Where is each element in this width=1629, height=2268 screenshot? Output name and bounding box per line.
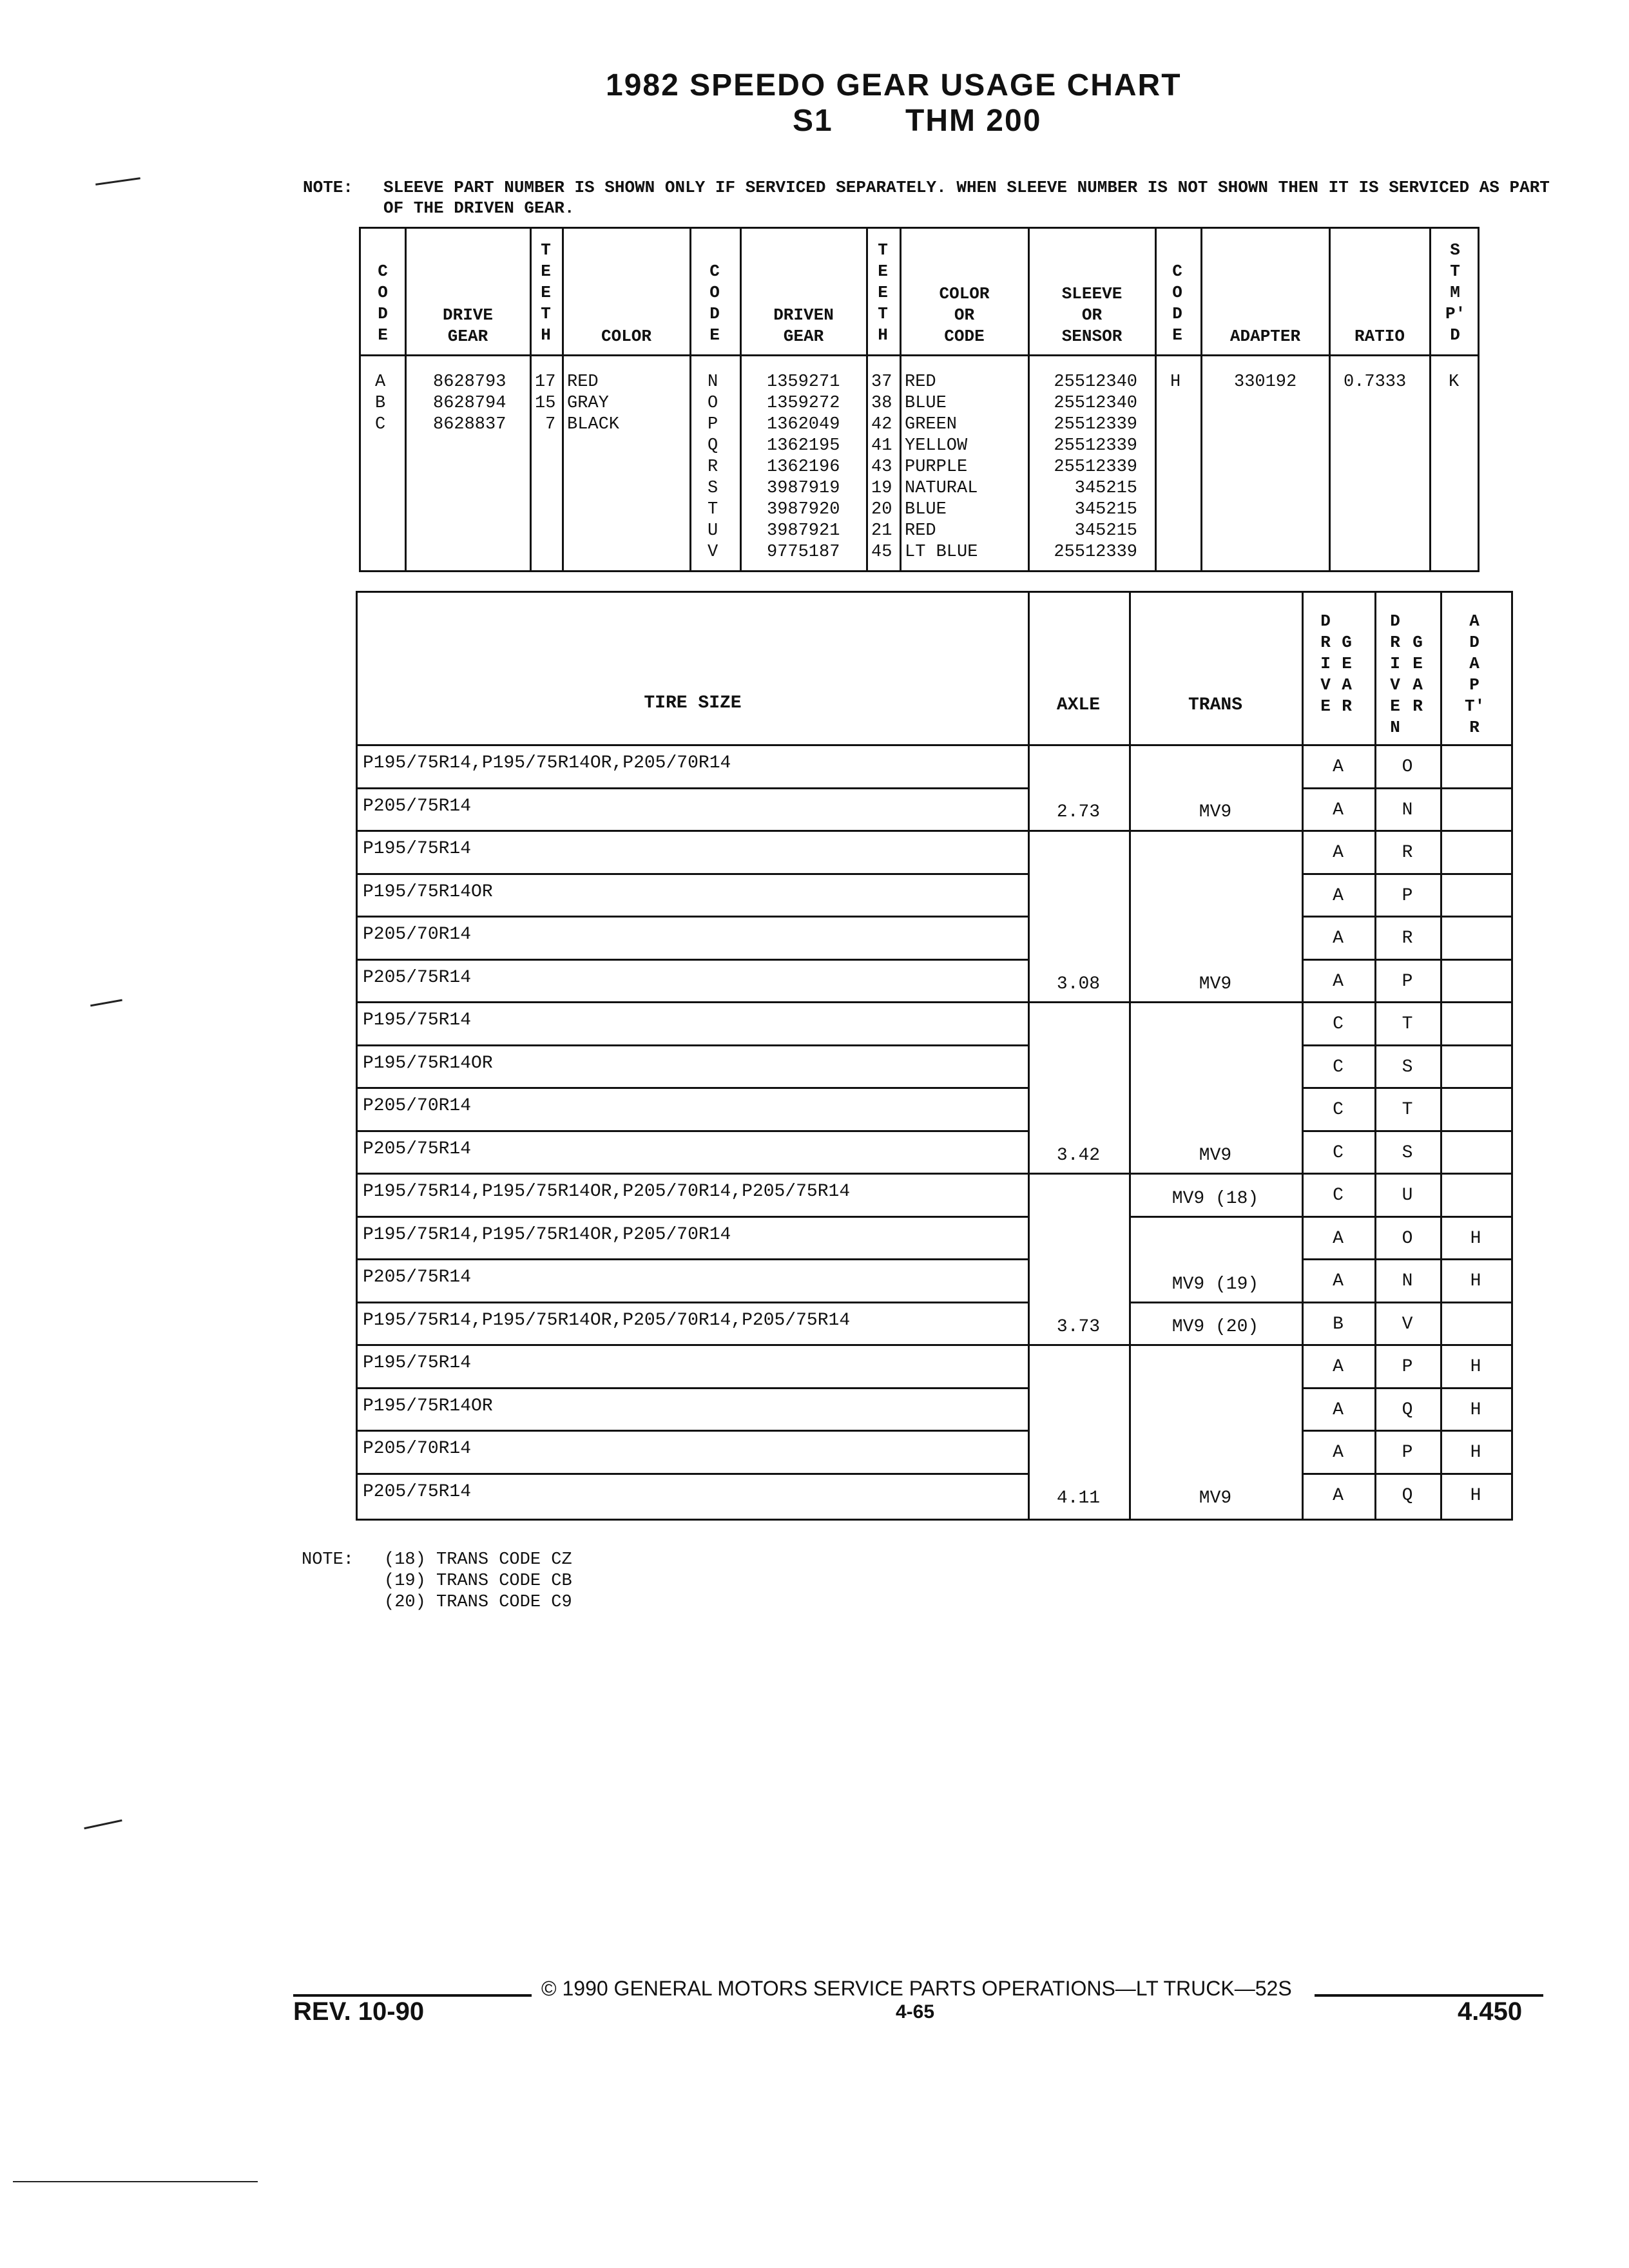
driven-color: BLUE <box>905 500 947 519</box>
drive-gear-code-cell: A <box>1333 757 1344 777</box>
driven-gear-code-cell: Q <box>1402 1399 1413 1420</box>
driven-teeth: 42 <box>871 415 892 434</box>
drive-gear-code-cell: C <box>1333 1142 1344 1163</box>
drive-code-a: A <box>375 372 386 392</box>
drive-gear-code-cell: B <box>1333 1314 1344 1334</box>
driven-code: T <box>708 500 718 519</box>
driven-gear: 3987919 <box>767 479 840 498</box>
driven-code: U <box>708 521 718 541</box>
trans-note-19: (19) TRANS CODE CB <box>384 1571 572 1591</box>
trans-342-18: MV9 (18) <box>1171 1189 1259 1209</box>
driven-gear: 9775187 <box>767 543 840 562</box>
header-drive-gear: DRIVE GEAR <box>442 305 493 346</box>
drive-gear-code-cell: A <box>1333 843 1344 863</box>
tire-size-cell: P205/75R14 <box>363 796 472 816</box>
driven-code: Q <box>708 436 718 456</box>
footer-revision: REV. 10-90 <box>293 1997 425 2026</box>
margin-mark <box>95 177 140 186</box>
drive-gear-code-cell: A <box>1333 1228 1344 1249</box>
driven-gear-code-cell: N <box>1402 1271 1413 1291</box>
driven-gear-code-cell: Q <box>1402 1485 1413 1506</box>
drive-gear-c: 8628837 <box>433 415 506 434</box>
driven-gear-code-cell: U <box>1402 1186 1413 1206</box>
drive-gear-code-cell: C <box>1333 1057 1344 1077</box>
driven-teeth: 21 <box>871 521 892 541</box>
drive-teeth-b: 15 <box>535 394 556 413</box>
tire-size-cell: P205/70R14 <box>363 1439 472 1459</box>
drive-gear-code-cell: A <box>1333 1271 1344 1291</box>
tire-size-cell: P205/75R14 <box>363 967 472 988</box>
tire-size-cell: P195/75R14 <box>363 1353 472 1373</box>
driven-gear: 1362196 <box>767 457 840 477</box>
drive-gear-code-cell: C <box>1333 1186 1344 1206</box>
header-sleeve-or-sensor: SLEEVE OR SENSOR <box>1061 284 1123 346</box>
tire-size-cell: P195/75R14,P195/75R14OR,P205/70R14,P205/75R14 <box>363 1182 851 1202</box>
drive-gear-code-cell: C <box>1333 1100 1344 1120</box>
driven-gear: 1362195 <box>767 436 840 456</box>
drive-gear-code-cell: C <box>1333 1014 1344 1034</box>
driven-gear-code-cell: P <box>1402 971 1413 992</box>
driven-teeth: 38 <box>871 394 892 413</box>
driven-gear-code-cell: N <box>1402 800 1413 820</box>
tire-size-cell: P195/75R14 <box>363 839 472 859</box>
driven-gear-code-cell: P <box>1402 1443 1413 1463</box>
drive-gear-code-cell: A <box>1333 800 1344 820</box>
driven-gear: 1359272 <box>767 394 840 413</box>
header-stamped: S T M P' D <box>1445 240 1466 345</box>
margin-mark <box>13 2181 258 2182</box>
axle-308: 3.08 <box>1056 974 1101 994</box>
footer-copyright: © 1990 GENERAL MOTORS SERVICE PARTS OPERATIONS—LT TRUCK—52S <box>541 1977 1292 2000</box>
header-color-or-code: COLOR OR CODE <box>939 284 990 346</box>
driven-gear-code-cell: R <box>1402 843 1413 863</box>
header-driven-gear-a: D R I V E N <box>1390 611 1400 737</box>
drive-gear-code-cell: A <box>1333 885 1344 906</box>
drive-gear-code-cell: A <box>1333 928 1344 948</box>
tire-size-cell: P195/75R14,P195/75R14OR,P205/70R14 <box>363 1224 731 1245</box>
drive-gear-b: 8628794 <box>433 394 506 413</box>
drive-code-c: C <box>375 415 386 434</box>
adapter-gear-code-cell: H <box>1470 1271 1481 1291</box>
adapter-gear-code-cell: H <box>1470 1357 1481 1377</box>
driven-code: V <box>708 543 718 562</box>
title-line-1: 1982 SPEEDO GEAR USAGE CHART <box>606 68 1182 102</box>
driven-gear-code-cell: O <box>1402 757 1413 777</box>
sleeve-note-text: SLEEVE PART NUMBER IS SHOWN ONLY IF SERVICED SEPARATELY. WHEN SLEEVE NUMBER IS NOT SHOWN THEN IT IS SERVICED AS PART OF THE DRIVEN GEAR. <box>383 178 1550 218</box>
margin-mark <box>84 1820 122 1829</box>
tire-size-cell: P195/75R14OR <box>363 881 493 902</box>
driven-sleeve: 25512339 <box>1054 436 1137 456</box>
drive-teeth-a: 17 <box>535 372 556 392</box>
tire-size-cell: P195/75R14OR <box>363 1396 493 1416</box>
header-drive-gear-b: G E A R <box>1342 633 1352 716</box>
header-axle: AXLE <box>1056 695 1101 715</box>
adapter-ratio: 0.7333 <box>1344 372 1407 392</box>
axle-273: 2.73 <box>1056 802 1101 822</box>
driven-gear: 1359271 <box>767 372 840 392</box>
adapter-part: 330192 <box>1234 372 1297 392</box>
header-code-driven: C O D E <box>709 262 720 345</box>
driven-sleeve: 345215 <box>1074 521 1137 541</box>
tire-size-cell: P205/70R14 <box>363 1096 472 1116</box>
header-code-drive: C O D E <box>378 262 388 345</box>
adapter-gear-code-cell: H <box>1470 1443 1481 1463</box>
driven-teeth: 45 <box>871 543 892 562</box>
header-drive-gear-a: D R I V E <box>1320 611 1331 716</box>
driven-code: P <box>708 415 718 434</box>
header-driven-gear: DRIVEN GEAR <box>773 305 834 346</box>
drive-color-c: BLACK <box>567 415 620 434</box>
footer-section-number: 4.450 <box>1458 1997 1523 2026</box>
driven-code: O <box>708 394 718 413</box>
drive-color-a: RED <box>567 372 599 392</box>
adapter-stamped: K <box>1449 372 1460 392</box>
sleeve-note-label: NOTE: <box>303 178 354 197</box>
driven-sleeve: 25512339 <box>1054 457 1137 477</box>
drive-gear-a: 8628793 <box>433 372 506 392</box>
driven-color: PURPLE <box>905 457 968 477</box>
tire-size-cell: P195/75R14OR <box>363 1053 493 1073</box>
drive-gear-code-cell: A <box>1333 1399 1344 1420</box>
driven-sleeve: 25512339 <box>1054 543 1137 562</box>
driven-color: YELLOW <box>905 436 968 456</box>
title-line-2-trans: THM 200 <box>905 104 1042 138</box>
driven-teeth: 41 <box>871 436 892 456</box>
header-tire-size: TIRE SIZE <box>644 693 742 713</box>
tire-size-cell: P195/75R14,P195/75R14OR,P205/70R14 <box>363 753 731 773</box>
header-code-adapter: C O D E <box>1172 262 1182 345</box>
header-color: COLOR <box>601 327 651 346</box>
adapter-gear-code-cell: H <box>1470 1228 1481 1249</box>
driven-sleeve: 345215 <box>1074 500 1137 519</box>
driven-code: R <box>708 457 718 477</box>
tire-size-cell: P205/75R14 <box>363 1139 472 1159</box>
driven-gear-code-cell: P <box>1402 885 1413 906</box>
trans-308: MV9 <box>1199 974 1232 994</box>
axle-411: 4.11 <box>1056 1488 1101 1508</box>
driven-gear-code-cell: T <box>1402 1014 1413 1034</box>
trans-notes-label: NOTE: <box>302 1550 354 1570</box>
driven-teeth: 43 <box>871 457 892 477</box>
header-ratio: RATIO <box>1354 327 1405 346</box>
trans-note-18: (18) TRANS CODE CZ <box>384 1550 572 1570</box>
driven-sleeve: 345215 <box>1074 479 1137 498</box>
adapter-gear-code-cell: H <box>1470 1399 1481 1420</box>
gear-spec-table <box>359 227 1480 572</box>
title-line-2-model: S1 <box>793 104 833 138</box>
axle-342: 3.42 <box>1056 1146 1101 1166</box>
trans-note-20: (20) TRANS CODE C9 <box>384 1593 572 1612</box>
driven-gear-code-cell: P <box>1402 1357 1413 1377</box>
axle-373: 3.73 <box>1056 1317 1101 1337</box>
drive-color-b: GRAY <box>567 394 609 413</box>
trans-342: MV9 <box>1199 1146 1232 1166</box>
drive-gear-code-cell: A <box>1333 1485 1344 1506</box>
driven-gear-code-cell: V <box>1402 1314 1413 1334</box>
driven-gear-code-cell: O <box>1402 1228 1413 1249</box>
footer-rule-right <box>1315 1994 1543 1997</box>
drive-gear-code-cell: A <box>1333 1357 1344 1377</box>
driven-teeth: 37 <box>871 372 892 392</box>
adapter-gear-code-cell: H <box>1470 1485 1481 1506</box>
driven-color: RED <box>905 521 936 541</box>
driven-code: N <box>708 372 718 392</box>
footer-rule-left <box>293 1994 532 1997</box>
driven-gear-code-cell: T <box>1402 1100 1413 1120</box>
tire-size-cell: P205/75R14 <box>363 1481 472 1502</box>
driven-gear-code-cell: S <box>1402 1142 1413 1163</box>
tire-size-cell: P205/70R14 <box>363 925 472 945</box>
driven-code: S <box>708 479 718 498</box>
trans-411: MV9 <box>1199 1488 1232 1508</box>
drive-gear-code-cell: A <box>1333 1443 1344 1463</box>
driven-color: GREEN <box>905 415 958 434</box>
tire-usage-table <box>356 591 1513 1521</box>
drive-code-b: B <box>375 394 386 413</box>
driven-color: BLUE <box>905 394 947 413</box>
driven-sleeve: 25512339 <box>1054 415 1137 434</box>
drive-teeth-c: 7 <box>545 415 556 434</box>
trans-373-20: MV9 (20) <box>1171 1317 1259 1337</box>
tire-size-cell: P205/75R14 <box>363 1267 472 1287</box>
adapter-code: H <box>1170 372 1181 392</box>
driven-teeth: 19 <box>871 479 892 498</box>
driven-sleeve: 25512340 <box>1054 394 1137 413</box>
driven-gear-code-cell: R <box>1402 928 1413 948</box>
footer-page-number: 4-65 <box>896 2001 935 2023</box>
header-adapter-stacked: A D A P T' R <box>1465 611 1485 737</box>
driven-color: RED <box>905 372 936 392</box>
driven-sleeve: 25512340 <box>1054 372 1137 392</box>
driven-gear: 3987920 <box>767 500 840 519</box>
tire-size-cell: P195/75R14 <box>363 1010 472 1030</box>
driven-gear: 1362049 <box>767 415 840 434</box>
header-teeth-drive: T E E T H <box>541 240 551 345</box>
trans-273: MV9 <box>1199 802 1232 822</box>
driven-color: LT BLUE <box>905 543 978 562</box>
tire-size-cell: P195/75R14,P195/75R14OR,P205/70R14,P205/75R14 <box>363 1310 851 1331</box>
header-adapter: ADAPTER <box>1229 327 1301 346</box>
driven-gear-code-cell: S <box>1402 1057 1413 1077</box>
margin-mark <box>90 999 122 1007</box>
driven-teeth: 20 <box>871 500 892 519</box>
drive-gear-code-cell: A <box>1333 971 1344 992</box>
header-driven-gear-b: G E A R <box>1412 633 1423 716</box>
driven-gear: 3987921 <box>767 521 840 541</box>
driven-color: NATURAL <box>905 479 978 498</box>
header-teeth-driven: T E E T H <box>878 240 888 345</box>
trans-373-19: MV9 (19) <box>1171 1274 1259 1294</box>
header-trans: TRANS <box>1188 695 1242 715</box>
